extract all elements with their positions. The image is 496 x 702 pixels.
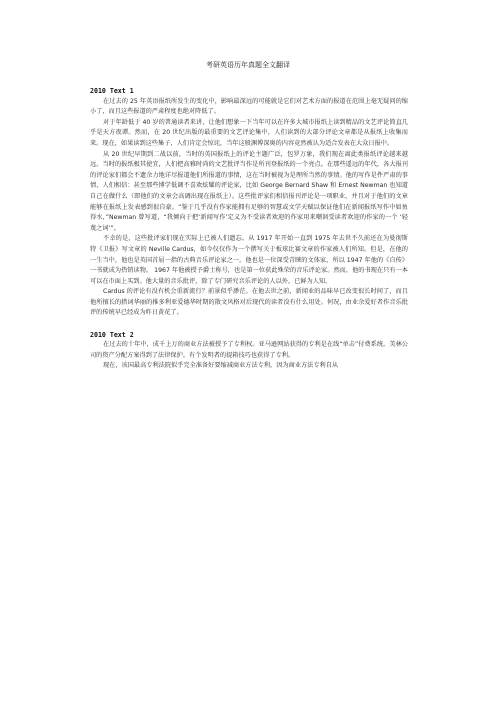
section-heading: 2010 Text 2 <box>90 330 134 339</box>
paragraph: 不幸的是，这些批评家们现在实际上已被人们遗忘。从 1917 年开始一直到 1975 年去世不久前还在为曼彻斯特《卫报》写文章的 Neville Cardus，如今仅仅作为一个撰写关于板球比赛文章的作家被人们所知。但是，在他的一生当中，他也是英国首屈一指的古典音乐评论家之一。他也是一位深受青睐的文体家，所以 1947 年他的《自传》一书就成为热销读物。 1967 年他被授予爵士称号，也是第一位获此殊荣的音乐评论家。然而，他的书现在只有一本可以在市面上买到。他大量的音乐批评，除了专门研究音乐评论的人以外，已鲜为人知。 <box>90 235 408 285</box>
paragraph: 现在，该国最高专利法院似乎完全准备好要缩减商业方法专利，因为商业方法专利自从 <box>103 362 339 370</box>
document-body <box>90 86 408 372</box>
document-title: 考研英语历年真题全文翻译 <box>206 61 290 69</box>
section-heading: 2010 Text 1 <box>90 87 134 95</box>
section-spacer <box>90 319 408 330</box>
paragraph: 在过去的十年中，成千上万的商业方法被授予了专利权。亚马逊网站获得的专利是在线“单击”付费系统。美林公司的资产分配方案得到了法律保护。有个发明者的提箱技巧也获得了专利。 <box>90 341 408 359</box>
paragraph: 在过去的 25 年英语报纸所发生的变化中，影响最深远的可能就是它们对艺术方面的报道在范围上毫无疑问的缩小了，而且这些报道的严肃程度也绝对降低了。 <box>90 97 408 116</box>
paragraph: Cardus 的评论有没有机会重新流行？前景似乎渺茫。在他去世之前，新闻业的品味早已改变很长时间了，而且他所擅长的措词华丽的推多利亚爱德华时期的散文风格对后现代的读者没有什么用处。何况，由业余爱好者作音乐批评的传统早已经成为昨日黄花了。 <box>90 288 408 317</box>
paragraph: 从 20 世纪早期到二战以前，当时的英国报纸上的评论主题广泛，包罗万象，我们现在离此类报纸评论越来越远。当时的报纸极其使宜，人们把高雅时尚的文艺批评当作是所刊登报纸的一个亮点。在那些遥远的年代，各大报刊的评论家们都会不遗余力地详尽报道他们所报道的事情，这在当时被视为是理所当然的事情。他的写作是件严肃的事情，人们相信：甚至那些博学低调不喜欢炫耀的评论家，比如 George Bernard Shaw 和 Ernest Newman 也知道自己在做什么（即他们的文章会高调出现在报纸上）。这些批评家们相信报刊评论是一项职业，并且对于他们的文章能够在报纸上发表感到很自豪。“鉴于几乎没有作家能拥有足够的智慧或文学天赋以保证他们在新闻报纸写作中如鱼得水，”Newman 曾写道，“我倾向于把‘新闻写作’定义为不受读者欢迎的作家用来嘲讽受读者欢迎的作家的一个 ‘轻蔑之词’”。 <box>90 150 408 232</box>
paragraph: 对于年龄低于 40 岁的普通读者来讲，让他们想象一下当年可以在许多大城市报纸上读到精品的文艺评论简直几乎是天方夜谭。然而，在 20 世纪出版的最重要的文艺评论集中，人们读到的大部分评论文章都是从报纸上收集而来。现在，如果读到这些集子，人们肯定会惊诧，当年这般渊博深奥的内容竟然被认为适合发表在大众日报中。 <box>90 118 408 147</box>
